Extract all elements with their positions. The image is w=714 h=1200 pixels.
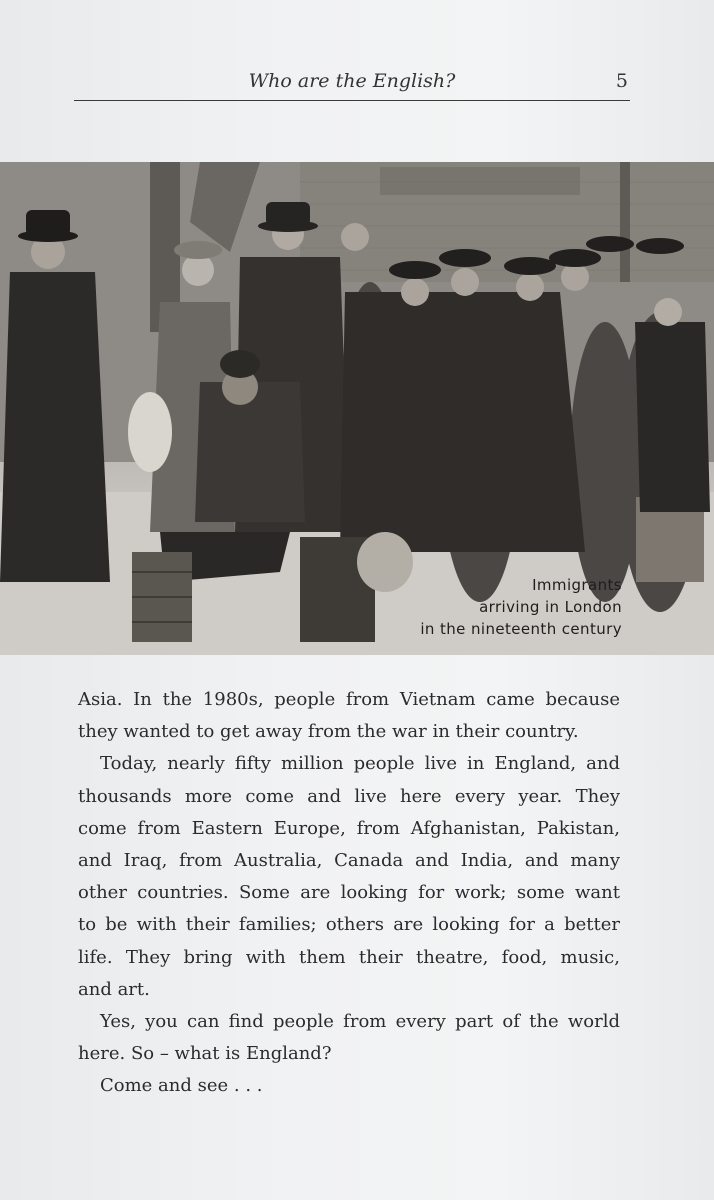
text-line: and art. (78, 978, 150, 1000)
caption-line: in the nineteenth century (420, 620, 622, 638)
text-line: come from Eastern Europe, from Afghanistan, Pakistan, (78, 817, 620, 839)
text-line: life. They bring with them their theatre, food, music, (78, 946, 620, 968)
paragraph-start-line: Today, nearly fifty million people live in England, and (100, 753, 620, 775)
body-text (78, 684, 620, 1102)
text-line: to be with their families; others are looking for a better (78, 914, 620, 936)
caption-line: arriving in London (479, 598, 622, 616)
running-header (74, 70, 630, 101)
text-line: Asia. In the 1980s, people from Vietnam came because (78, 689, 620, 710)
running-title: Who are the English? (248, 70, 456, 92)
paragraph-start-line: Come and see . . . (100, 1075, 263, 1097)
text-line: and Iraq, from Australia, Canada and India, and many (78, 849, 620, 871)
page-number: 5 (615, 70, 628, 92)
text-line: thousands more come and live here every year. They (78, 785, 620, 807)
caption-line: Immigrants (532, 576, 622, 594)
photo-caption (420, 574, 622, 640)
paragraph-start-line: Yes, you can find people from every part of the world (100, 1010, 620, 1032)
text-line: here. So – what is England? (78, 1043, 332, 1065)
text-line: other countries. Some are looking for work; some want (78, 882, 620, 904)
text-line: they wanted to get away from the war in their country. (78, 721, 579, 743)
